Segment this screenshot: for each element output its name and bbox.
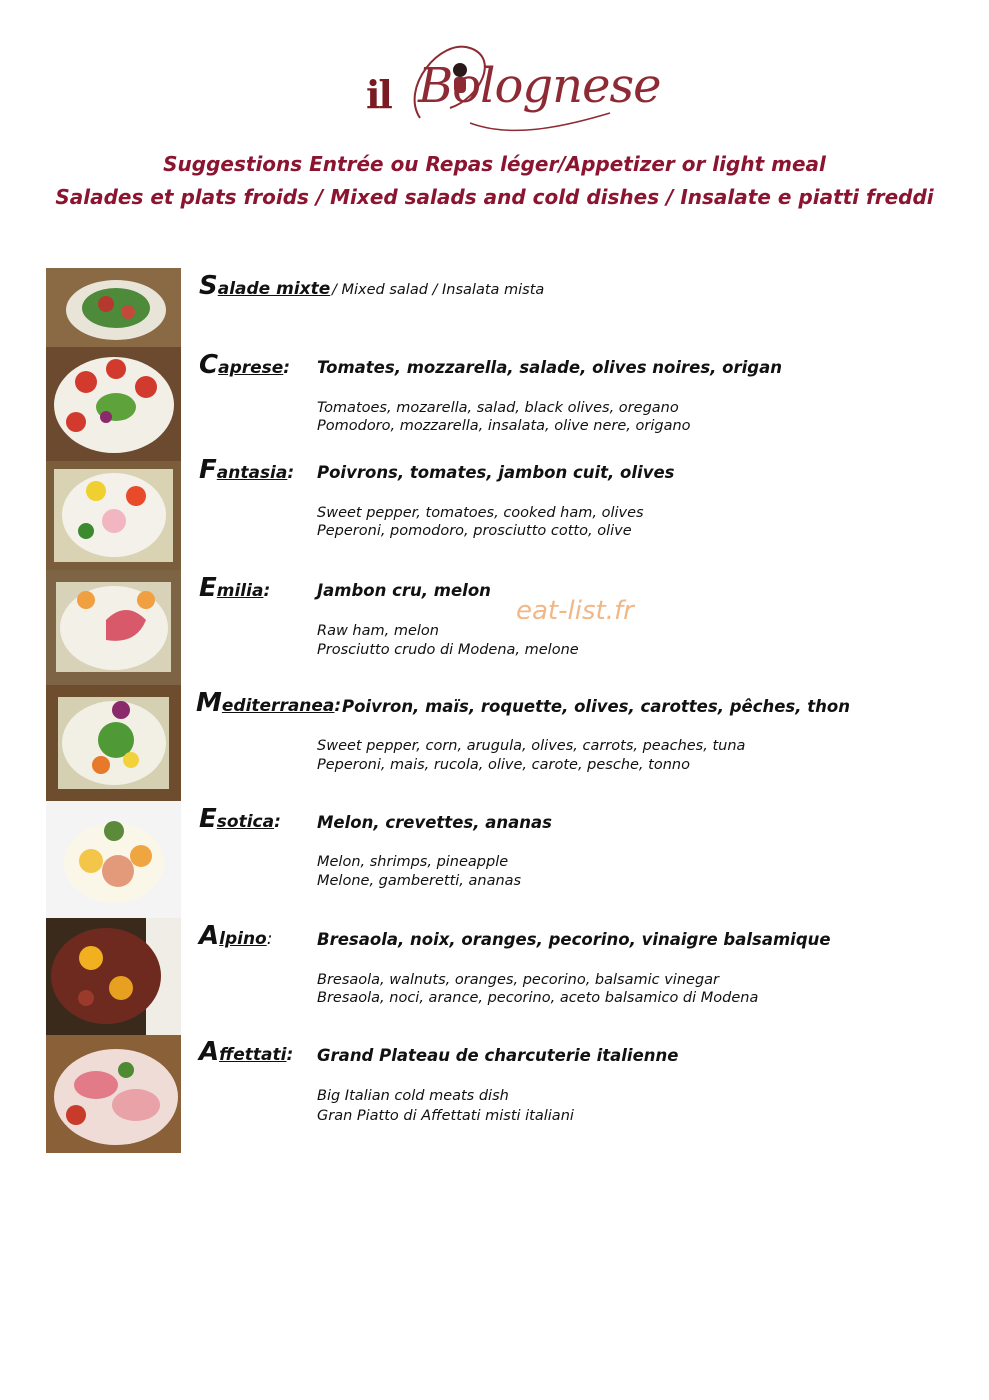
salad-photo-emilia (46, 570, 181, 685)
salad-photo-mixte (46, 268, 181, 347)
item-name-affettati (199, 1037, 293, 1067)
item-colon: : (274, 812, 281, 832)
item-inline-translation: / Mixed salad / Insalata mista (332, 282, 545, 298)
salad-photo-affettati (46, 1035, 181, 1153)
item-description-fr: Bresaola, noix, oranges, pecorino, vinaigre balsamique (317, 930, 831, 949)
item-colon: : (266, 929, 273, 949)
item-name-mediterranea (196, 688, 341, 718)
item-name-rest: antasia (216, 463, 288, 483)
item-description-fr: Poivrons, tomates, jambon cuit, olives (317, 463, 675, 482)
item-description-fr: Jambon cru, melon (317, 581, 491, 600)
item-description-fr: Tomates, mozzarella, salade, olives noires, origan (317, 358, 782, 377)
salad-photo-esotica (46, 801, 181, 918)
item-name-emilia (199, 573, 270, 603)
item-colon: : (334, 696, 342, 716)
item-description-it: Pomodoro, mozzarella, insalata, olive nere, origano (317, 418, 691, 434)
item-initial: C (199, 350, 219, 380)
item-initial: M (196, 688, 222, 718)
item-initial: E (199, 804, 217, 834)
item-description-en: Melon, shrimps, pineapple (317, 854, 509, 870)
salad-photo-mediterranea (46, 685, 181, 801)
item-description-en: Tomatoes, mozarella, salad, black olives, oregano (317, 400, 679, 416)
item-name-caprese (199, 350, 290, 380)
item-initial: A (199, 921, 220, 951)
item-initial: E (199, 573, 217, 603)
item-description-it: Peperoni, pomodoro, prosciutto cotto, olive (317, 523, 632, 539)
item-description-it: Melone, gamberetti, ananas (317, 873, 522, 889)
item-description-en: Bresaola, walnuts, oranges, pecorino, balsamic vinegar (317, 972, 719, 988)
item-name-rest: aprese (218, 358, 284, 378)
watermark: eat-list.fr (516, 596, 634, 626)
item-description-en: Sweet pepper, corn, arugula, olives, carrots, peaches, tuna (317, 738, 746, 754)
item-name-esotica (199, 804, 281, 834)
item-initial: S (199, 271, 218, 301)
salad-photo-fantasia (46, 461, 181, 570)
item-colon: : (283, 358, 291, 378)
item-name-rest: milia (216, 581, 264, 601)
item-description-fr: Melon, crevettes, ananas (317, 813, 552, 832)
item-name-rest: lpino (219, 929, 267, 949)
item-colon: : (263, 581, 271, 601)
logo-word: Bolognese (418, 58, 661, 114)
item-name-rest: alade mixte (217, 279, 331, 299)
item-name-fantasia (199, 455, 294, 485)
salad-photo-alpino (46, 918, 181, 1035)
salad-photo-caprese (46, 347, 181, 461)
item-description-it: Peperoni, mais, rucola, olive, carote, pesche, tonno (317, 757, 690, 773)
item-name-salade-mixte (199, 271, 330, 301)
item-colon: : (287, 463, 295, 483)
item-description-fr: Poivron, maïs, roquette, olives, carottes, pêches, thon (342, 697, 850, 716)
item-description-en: Sweet pepper, tomatoes, cooked ham, olives (317, 505, 644, 521)
item-name-rest: sotica (216, 812, 275, 832)
item-description-it: Bresaola, noci, arance, pecorino, aceto balsamico di Modena (317, 990, 759, 1006)
item-description-it: Gran Piatto di Affettati misti italiani (317, 1108, 574, 1124)
menu-heading-1: Suggestions Entrée ou Repas léger/Appetizer or light meal (163, 152, 826, 176)
restaurant-logo (360, 28, 661, 138)
item-description-en: Raw ham, melon (317, 623, 439, 639)
item-name-alpino (199, 921, 272, 951)
item-description-it: Prosciutto crudo di Modena, melone (317, 642, 579, 658)
logo-prefix: il (366, 72, 391, 117)
item-initial: A (199, 1037, 220, 1067)
item-initial: F (199, 455, 217, 485)
item-name-rest: ffettati (219, 1045, 287, 1065)
item-name-rest: editerranea (221, 696, 335, 716)
item-colon: : (286, 1045, 294, 1065)
menu-heading-2: Salades et plats froids / Mixed salads and cold dishes / Insalate e piatti freddi (55, 185, 934, 209)
item-description-en: Big Italian cold meats dish (317, 1088, 509, 1104)
item-description-fr: Grand Plateau de charcuterie italienne (317, 1046, 679, 1065)
